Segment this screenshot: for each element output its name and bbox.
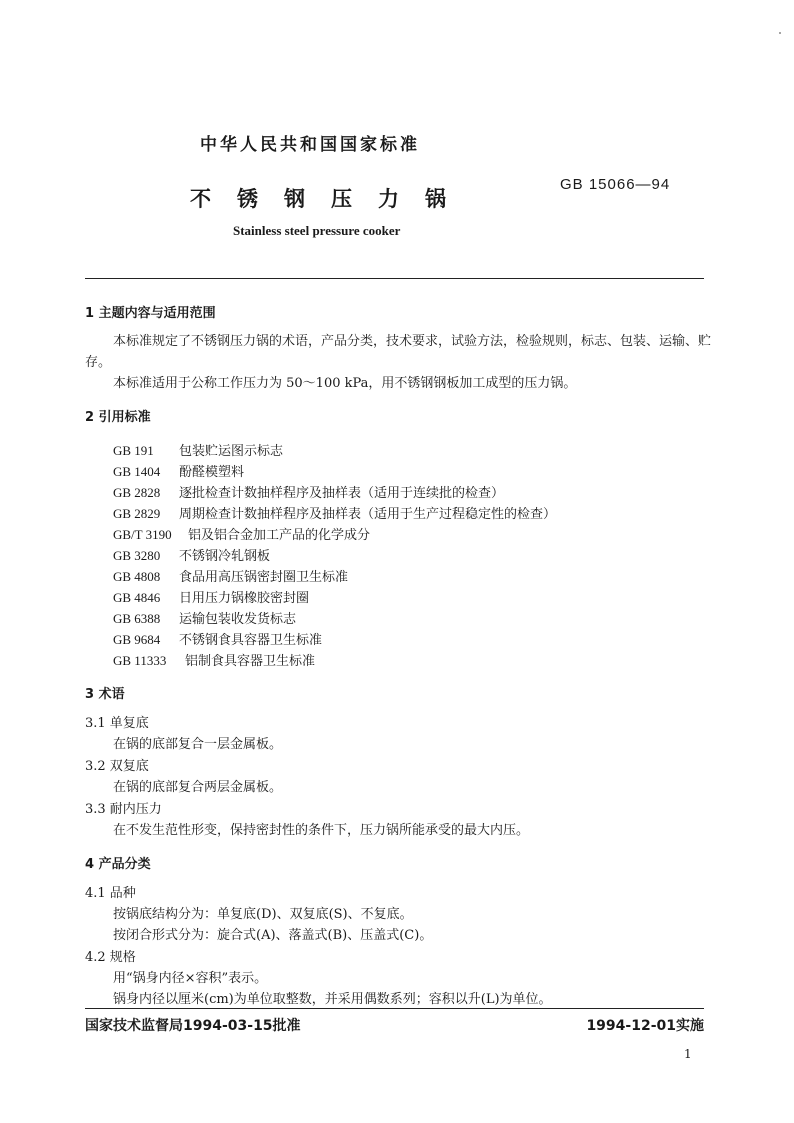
reference-title: 铝及铝合金加工产品的化学成分	[188, 528, 371, 543]
reference-code: GB 9684	[113, 632, 161, 647]
scan-speck	[779, 32, 781, 34]
reference-title: 不锈钢冷轧钢板	[179, 549, 271, 564]
reference-title: 酚醛模塑料	[179, 465, 245, 480]
reference-item	[113, 629, 322, 648]
reference-code: GB/T 3190	[113, 527, 172, 542]
english-title: Stainless steel pressure cooker	[233, 223, 401, 238]
reference-title: 周期检查计数抽样程序及抽样表（适用于生产过程稳定性的检查）	[179, 507, 557, 522]
reference-code: GB 6388	[113, 611, 161, 626]
section-2-heading: 2 引用标准	[85, 410, 151, 425]
clause-4-2-line1: 用“锅身内径×容积”表示。	[113, 971, 268, 986]
reference-title: 逐批检查计数抽样程序及抽样表（适用于连续批的检查）	[179, 486, 505, 501]
reference-item	[113, 587, 309, 606]
term-3-3-title: 3.3 耐内压力	[85, 802, 162, 817]
clause-4-2-title: 4.2 规格	[85, 950, 136, 965]
clause-4-1-title: 4.1 品种	[85, 886, 136, 901]
clause-4-1-line2: 按闭合形式分为：旋合式(A)、落盖式(B)、压盖式(C)。	[113, 928, 433, 943]
reference-item	[113, 440, 283, 459]
agency-title: 中华人民共和国国家标准	[200, 135, 420, 155]
reference-item	[113, 482, 504, 501]
reference-item	[113, 650, 315, 669]
reference-code: GB 2829	[113, 506, 161, 521]
reference-item	[113, 461, 244, 480]
term-3-3-body: 在不发生范性形变，保持密封性的条件下，压力锅所能承受的最大内压。	[113, 823, 530, 838]
footer-rule	[85, 1008, 704, 1009]
term-3-2-title: 3.2 双复底	[85, 759, 149, 774]
reference-item	[113, 566, 348, 585]
clause-4-1-line1: 按锅底结构分为：单复底(D)、双复底(S)、不复底。	[113, 907, 413, 922]
document-number: GB 15066—94	[560, 176, 671, 193]
reference-item	[113, 545, 270, 564]
reference-title: 食品用高压锅密封圈卫生标准	[179, 570, 349, 585]
effective-line: 1994-12-01实施	[586, 1018, 704, 1034]
term-3-1-body: 在锅的底部复合一层金属板。	[113, 737, 283, 752]
section-1-para1-line1: 本标准规定了不锈钢压力锅的术语，产品分类，技术要求，试验方法，检验规则，标志、包装、运输、贮	[113, 334, 712, 349]
reference-title: 包装贮运图示标志	[179, 444, 284, 459]
section-3-heading: 3 术语	[85, 687, 125, 702]
reference-item	[113, 524, 370, 543]
reference-title: 日用压力锅橡胶密封圈	[179, 591, 310, 606]
clause-4-2-line2: 锅身内径以厘米(cm)为单位取整数，并采用偶数系列；容积以升(L)为单位。	[113, 992, 552, 1007]
section-1-heading: 1 主题内容与适用范围	[85, 306, 216, 321]
reference-code: GB 4808	[113, 569, 161, 584]
section-1-para1-line2: 存。	[85, 355, 112, 370]
reference-title: 不锈钢食具容器卫生标准	[179, 633, 323, 648]
section-1-para2: 本标准适用于公称工作压力为 50～100 kPa，用不锈钢钢板加工成型的压力锅。	[113, 376, 577, 391]
page-number: 1	[684, 1047, 692, 1061]
reference-code: GB 3280	[113, 548, 161, 563]
reference-item	[113, 608, 296, 627]
reference-title: 运输包装收发货标志	[179, 612, 297, 627]
document-title: 不锈钢压力锅	[190, 187, 472, 211]
reference-code: GB 11333	[113, 653, 167, 668]
header-rule	[85, 278, 704, 279]
reference-code: GB 4846	[113, 590, 161, 605]
approval-line: 国家技术监督局1994-03-15批准	[85, 1018, 301, 1034]
section-4-heading: 4 产品分类	[85, 857, 151, 872]
term-3-2-body: 在锅的底部复合两层金属板。	[113, 780, 283, 795]
reference-code: GB 2828	[113, 485, 161, 500]
reference-code: GB 1404	[113, 464, 161, 479]
reference-title: 铝制食具容器卫生标准	[185, 654, 316, 669]
term-3-1-title: 3.1 单复底	[85, 716, 149, 731]
reference-item	[113, 503, 556, 522]
reference-code: GB 191	[113, 443, 154, 458]
